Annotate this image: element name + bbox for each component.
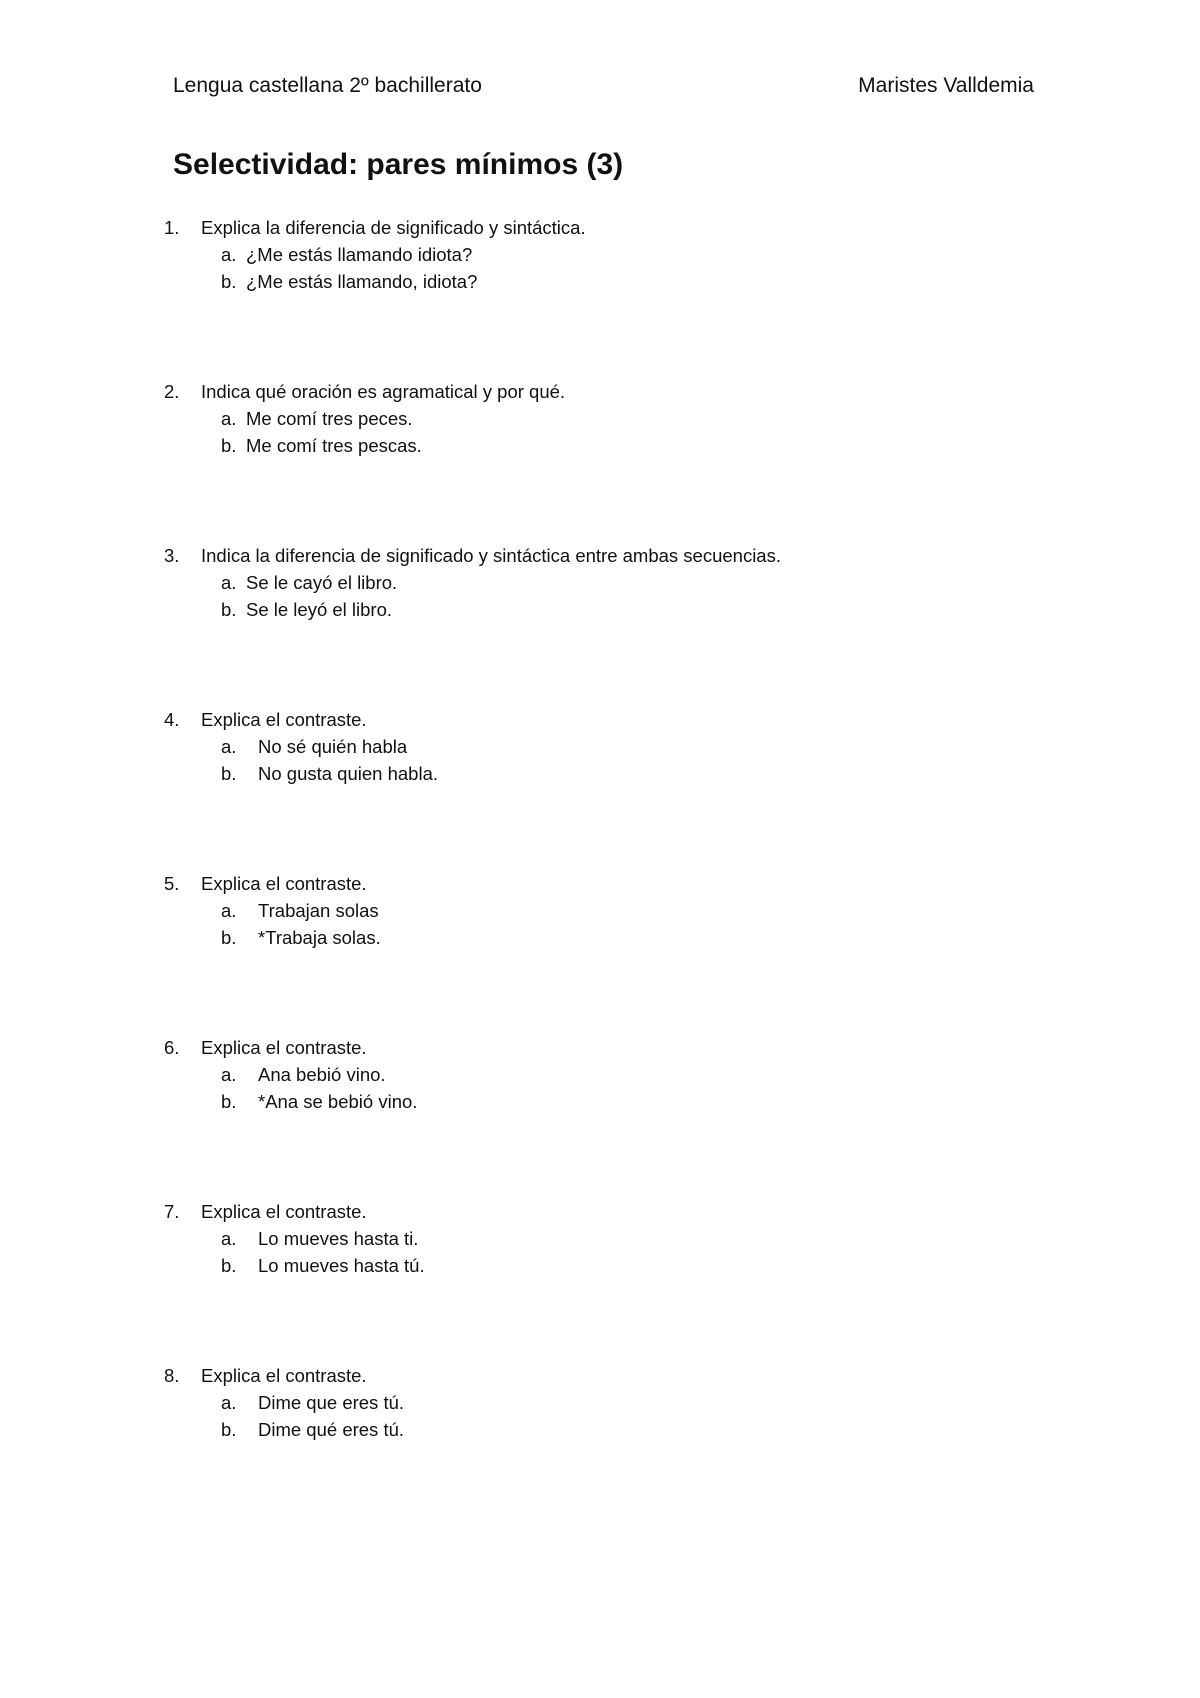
question-number: 7. xyxy=(164,1201,180,1222)
option-letter: a. xyxy=(221,1392,237,1413)
option-text: Se le leyó el libro. xyxy=(246,599,393,620)
question-prompt: Explica la diferencia de significado y sintáctica. xyxy=(201,217,586,238)
option-text: Dime qué eres tú. xyxy=(258,1419,405,1440)
option-letter: a. xyxy=(221,1064,237,1085)
question-number: 6. xyxy=(164,1037,180,1058)
option-text: ¿Me estás llamando idiota? xyxy=(246,244,473,265)
question-8 xyxy=(0,1362,1200,1526)
option-text: No sé quién habla xyxy=(258,736,408,757)
question-prompt: Explica el contraste. xyxy=(201,1365,367,1386)
question-7 xyxy=(0,1198,1200,1362)
option-text: ¿Me estás llamando, idiota? xyxy=(246,271,478,292)
question-number: 5. xyxy=(164,873,180,894)
header-course: Lengua castellana 2º bachillerato xyxy=(173,74,482,97)
option-letter: b. xyxy=(221,599,237,620)
option-text: Dime que eres tú. xyxy=(258,1392,405,1413)
question-prompt: Explica el contraste. xyxy=(201,1201,367,1222)
option-letter: a. xyxy=(221,736,237,757)
option-text: Me comí tres peces. xyxy=(246,408,413,429)
question-number: 1. xyxy=(164,217,180,238)
question-3 xyxy=(0,542,1200,706)
option-text: Lo mueves hasta ti. xyxy=(258,1228,419,1249)
question-number: 2. xyxy=(164,381,180,402)
option-letter: b. xyxy=(221,1419,237,1440)
question-prompt: Explica el contraste. xyxy=(201,1037,367,1058)
option-letter: b. xyxy=(221,271,237,292)
option-letter: b. xyxy=(221,435,237,456)
option-text: Trabajan solas xyxy=(258,900,379,921)
question-4 xyxy=(0,706,1200,870)
question-prompt: Indica qué oración es agramatical y por qué. xyxy=(201,381,566,402)
option-letter: b. xyxy=(221,1255,237,1276)
option-letter: b. xyxy=(221,1091,237,1112)
option-text: *Trabaja solas. xyxy=(258,927,381,948)
question-prompt: Explica el contraste. xyxy=(201,709,367,730)
option-letter: b. xyxy=(221,927,237,948)
question-number: 4. xyxy=(164,709,180,730)
question-1 xyxy=(0,214,1200,378)
question-5 xyxy=(0,870,1200,1034)
question-6 xyxy=(0,1034,1200,1198)
option-letter: a. xyxy=(221,1228,237,1249)
question-prompt: Indica la diferencia de significado y sintáctica entre ambas secuencias. xyxy=(201,545,781,566)
question-prompt: Explica el contraste. xyxy=(201,873,367,894)
option-letter: a. xyxy=(221,572,237,593)
option-letter: a. xyxy=(221,244,237,265)
option-text: Me comí tres pescas. xyxy=(246,435,422,456)
header-school: Maristes Valldemia xyxy=(858,74,1034,97)
question-number: 8. xyxy=(164,1365,180,1386)
option-text: Lo mueves hasta tú. xyxy=(258,1255,425,1276)
question-list xyxy=(0,214,1200,1526)
page-title: Selectividad: pares mínimos (3) xyxy=(173,148,624,181)
option-text: *Ana se bebió vino. xyxy=(258,1091,418,1112)
option-text: No gusta quien habla. xyxy=(258,763,438,784)
question-number: 3. xyxy=(164,545,180,566)
option-text: Se le cayó el libro. xyxy=(246,572,398,593)
option-letter: b. xyxy=(221,763,237,784)
option-text: Ana bebió vino. xyxy=(258,1064,386,1085)
question-2 xyxy=(0,378,1200,542)
option-letter: a. xyxy=(221,408,237,429)
option-letter: a. xyxy=(221,900,237,921)
